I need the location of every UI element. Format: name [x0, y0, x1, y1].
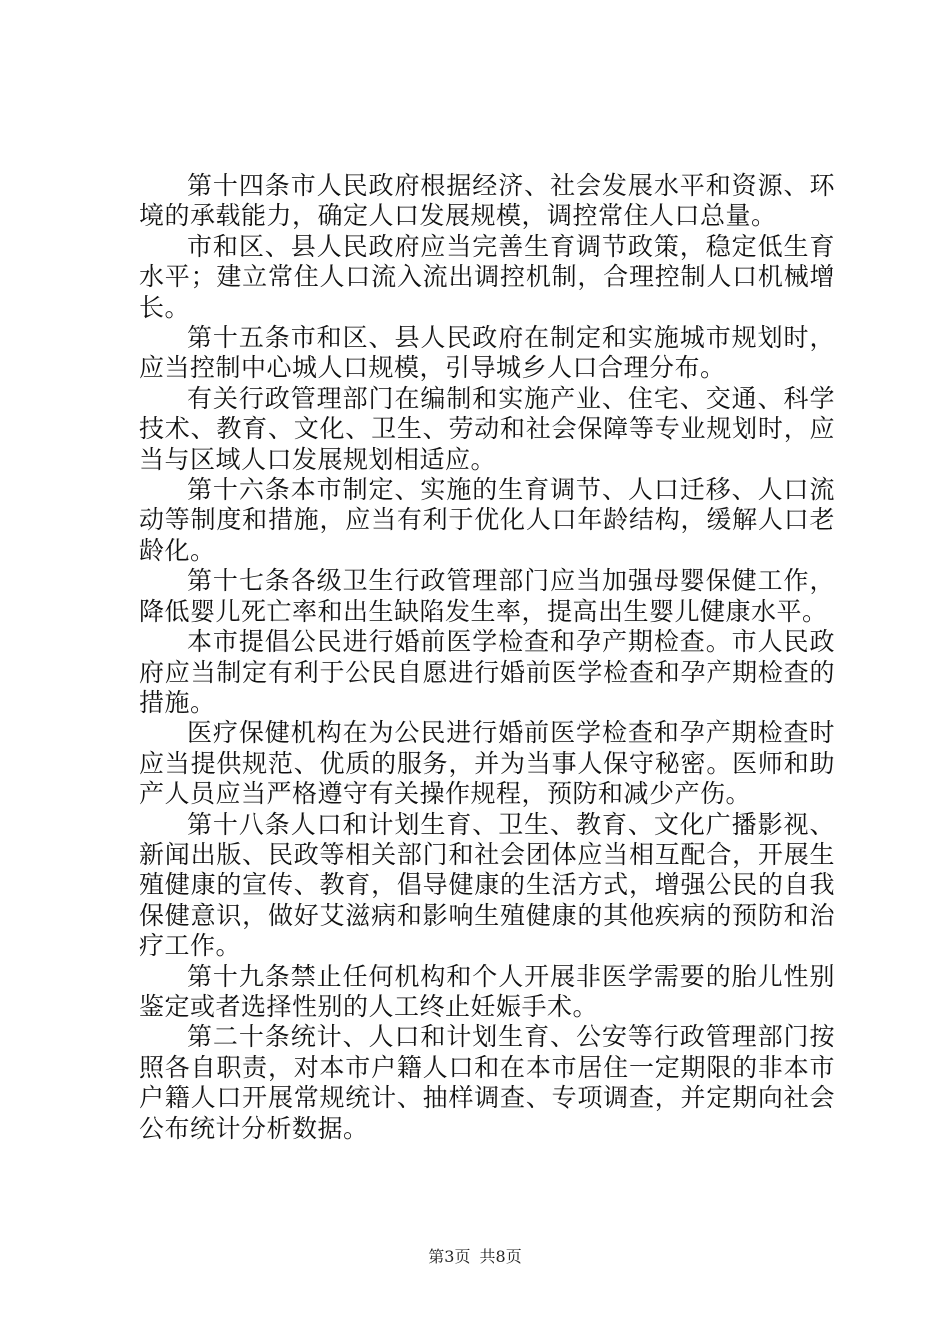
paragraph-article-16: 第十六条本市制定、实施的生育调节、人口迁移、人口流动等制度和措施，应当有利于优化人口年龄结构，缓解人口老龄化。: [139, 475, 835, 565]
paragraph-article-20: 第二十条统计、人口和计划生育、公安等行政管理部门按照各自职责，对本市户籍人口和在本市居住一定期限的非本市户籍人口开展常规统计、抽样调查、专项调查，并定期向社会公布统计分析数据。: [139, 1022, 835, 1143]
page-footer: [0, 1244, 950, 1267]
paragraph-premarital-check: 本市提倡公民进行婚前医学检查和孕产期检查。市人民政府应当制定有利于公民自愿进行婚前医学检查和孕产期检查的措施。: [139, 627, 835, 717]
page-number: 第3页: [428, 1247, 471, 1266]
paragraph-article-14: 第十四条市人民政府根据经济、社会发展水平和资源、环境的承载能力，确定人口发展规模，调控常住人口总量。: [139, 171, 835, 231]
paragraph-article-17: 第十七条各级卫生行政管理部门应当加强母婴保健工作，降低婴儿死亡率和出生缺陷发生率，提高出生婴儿健康水平。: [139, 566, 835, 626]
paragraph-article-18: 第十八条人口和计划生育、卫生、教育、文化广播影视、新闻出版、民政等相关部门和社会团体应当相互配合，开展生殖健康的宣传、教育，倡导健康的生活方式，增强公民的自我保健意识，做好艾滋病和影响生殖健康的其他疾病的预防和治疗工作。: [139, 809, 835, 961]
document-body: [139, 171, 835, 1144]
paragraph-planning: 有关行政管理部门在编制和实施产业、住宅、交通、科学技术、教育、文化、卫生、劳动和社会保障等专业规划时，应当与区域人口发展规划相适应。: [139, 383, 835, 474]
paragraph-article-15: 第十五条市和区、县人民政府在制定和实施城市规划时，应当控制中心城人口规模，引导城乡人口合理分布。: [139, 323, 835, 383]
paragraph-birth-policy: 市和区、县人民政府应当完善生育调节政策，稳定低生育水平；建立常住人口流入流出调控机制，合理控制人口机械增长。: [139, 231, 835, 322]
paragraph-article-19: 第十九条禁止任何机构和个人开展非医学需要的胎儿性别鉴定或者选择性别的人工终止妊娠手术。: [139, 961, 835, 1021]
paragraph-medical-institutions: 医疗保健机构在为公民进行婚前医学检查和孕产期检查时应当提供规范、优质的服务，并为当事人保守秘密。医师和助产人员应当严格遵守有关操作规程，预防和减少产伤。: [139, 718, 835, 809]
page-total: 共8页: [479, 1247, 522, 1266]
